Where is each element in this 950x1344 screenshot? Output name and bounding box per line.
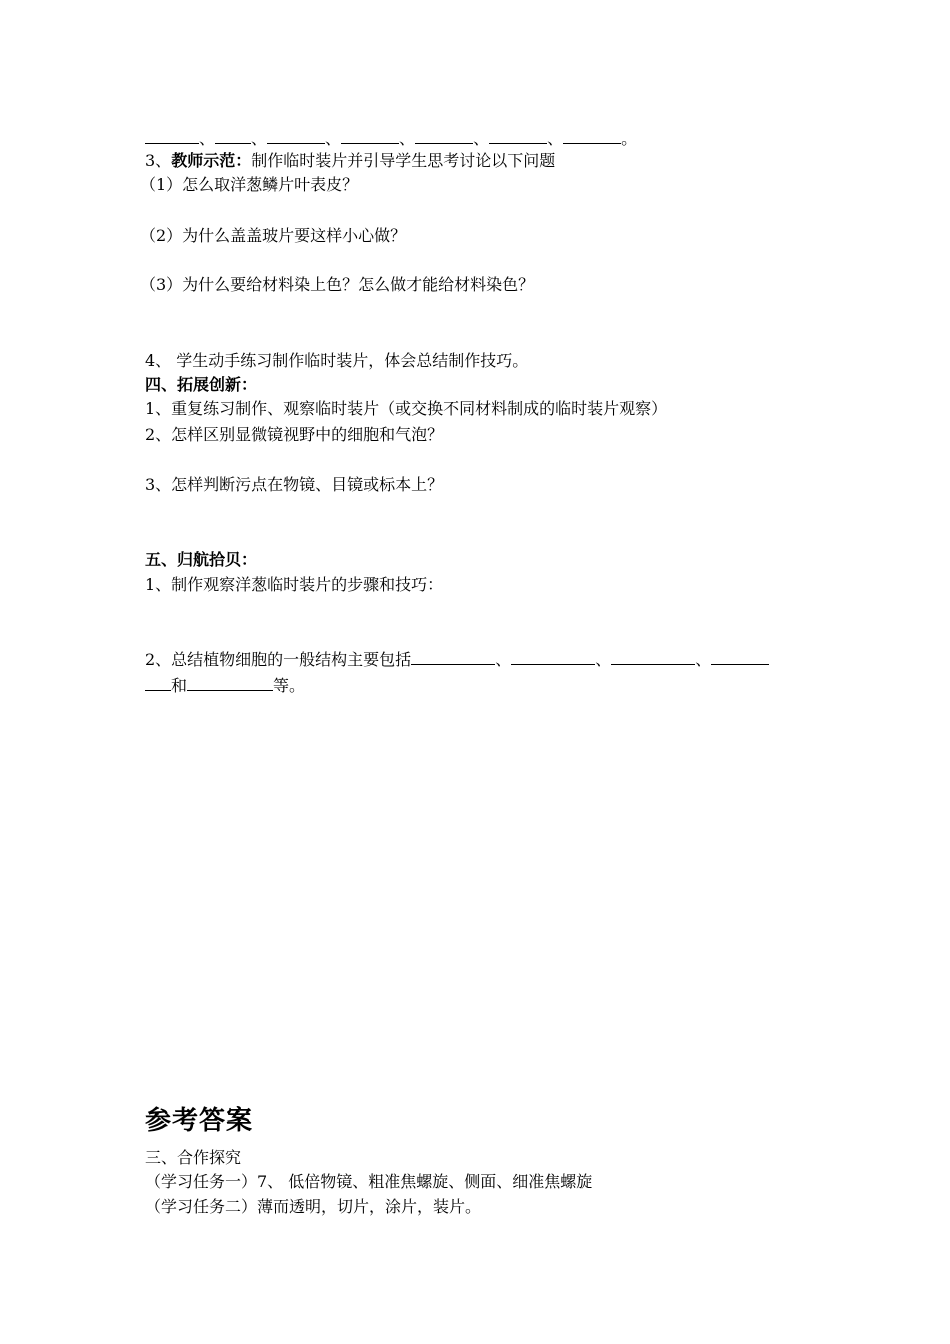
blank[interactable]	[511, 650, 595, 665]
item-4: 4、 学生动手练习制作临时装片，体会总结制作技巧。	[145, 351, 529, 370]
fill-in-blanks-line	[145, 128, 637, 150]
and-word: 和	[171, 676, 188, 695]
blank[interactable]	[341, 129, 399, 144]
blank[interactable]	[411, 650, 495, 665]
blank[interactable]	[215, 129, 251, 144]
separator: 、	[547, 129, 564, 148]
section-5-item-1: 1、制作观察洋葱临时装片的步骤和技巧：	[145, 575, 444, 594]
question-1: （1）怎么取洋葱鳞片叶表皮？	[140, 175, 359, 194]
blank[interactable]	[187, 676, 273, 691]
answers-title: 参考答案	[145, 1106, 254, 1136]
blank[interactable]	[563, 129, 621, 144]
answers-line-1: 三、合作探究	[145, 1148, 242, 1167]
answers-line-3: （学习任务二）薄而透明，切片，涂片，装片。	[145, 1197, 482, 1216]
teacher-demo-text: 制作临时装片并引导学生思考讨论以下问题	[251, 151, 556, 170]
section-4-heading: 四、拓展创新：	[145, 375, 258, 394]
separator: 、	[695, 650, 712, 669]
item-2-prefix: 2、总结植物细胞的一般结构主要包括	[145, 650, 412, 669]
separator: 、	[595, 650, 612, 669]
blank[interactable]	[415, 129, 473, 144]
question-2: （2）为什么盖盖玻片要这样小心做？	[140, 226, 407, 245]
line-end: 等。	[273, 676, 306, 695]
section-4-item-2: 2、怎样区别显微镜视野中的细胞和气泡？	[145, 425, 444, 444]
teacher-demo-label: 教师示范：	[171, 151, 252, 170]
section-5-item-2-line-1	[145, 649, 769, 671]
section-5-item-2-line-2	[145, 675, 305, 697]
blank[interactable]	[267, 129, 325, 144]
separator: 、	[399, 129, 416, 148]
separator: 、	[473, 129, 490, 148]
blank[interactable]	[611, 650, 695, 665]
section-4-item-1: 1、重复练习制作、观察临时装片（或交换不同材料制成的临时装片观察）	[145, 399, 668, 418]
blank[interactable]	[145, 676, 171, 691]
teacher-demo-line	[145, 150, 555, 172]
section-4-item-3: 3、怎样判断污点在物镜、目镜或标本上？	[145, 475, 444, 494]
section-5-heading: 五、归航拾贝：	[145, 550, 258, 569]
separator: 、	[495, 650, 512, 669]
answers-line-2: （学习任务一）7、 低倍物镜、粗准焦螺旋、侧面、细准焦螺旋	[145, 1172, 593, 1191]
item-number: 3、	[145, 151, 172, 170]
question-3: （3）为什么要给材料染上色？怎么做才能给材料染色？	[140, 275, 535, 294]
blank[interactable]	[145, 129, 199, 144]
separator: 、	[251, 129, 268, 148]
separator: 、	[325, 129, 342, 148]
line-end: 。	[621, 129, 638, 148]
blank[interactable]	[489, 129, 547, 144]
blank[interactable]	[711, 650, 769, 665]
separator: 、	[199, 129, 216, 148]
